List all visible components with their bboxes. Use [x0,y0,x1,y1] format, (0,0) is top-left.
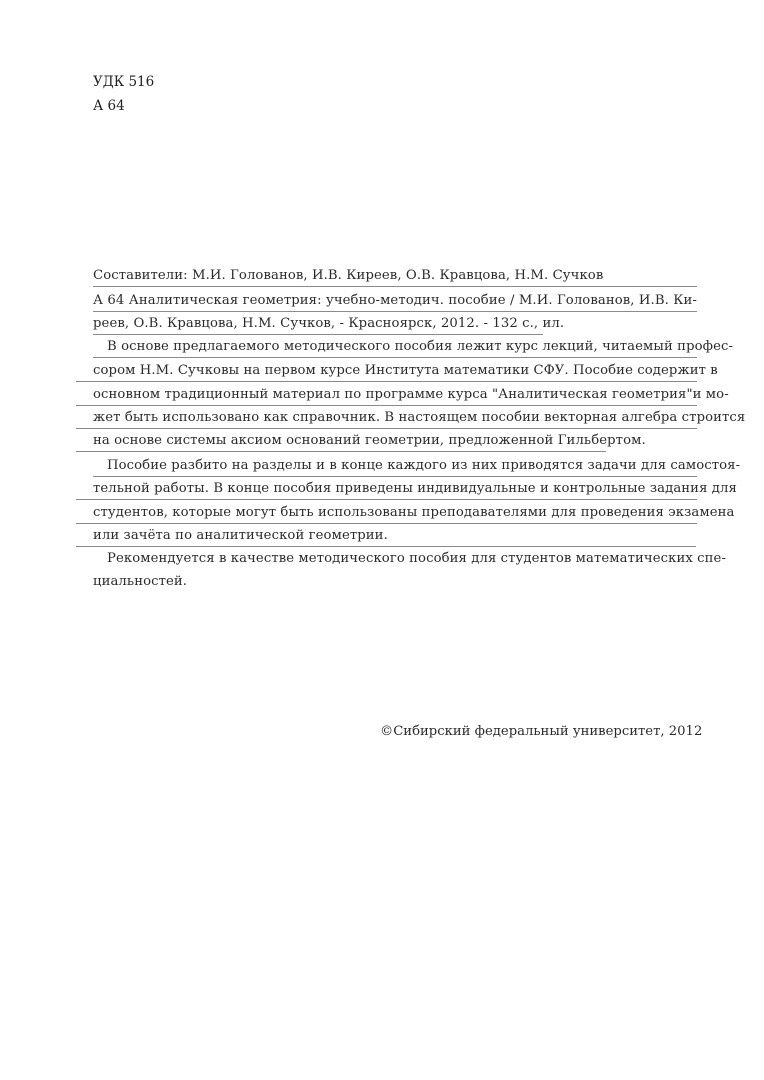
divider [93,476,697,477]
paragraph1-line-3: основном традиционный материал по программе курса "Аналитическая геометрия"и мо- [93,387,729,402]
divider [76,546,696,547]
divider [76,428,697,429]
divider [76,405,697,406]
divider [93,334,543,335]
paragraph1-line-1: В основе предлагаемого методического пособия лежит курс лекций, читаемый профес- [107,339,734,354]
divider [76,381,697,382]
divider [76,523,697,524]
udk-index: А 64 [93,98,125,114]
paragraph1-line-2: сором Н.М. Сучковы на первом курсе Института математики СФУ. Пособие содержит в [93,363,718,378]
copyright-line: ©Сибирский федеральный университет, 2012 [380,724,703,739]
divider [93,311,697,312]
paragraph1-line-5: на основе системы аксиом оснований геометрии, предложенной Гильбертом. [93,433,646,448]
paragraph1-line-4: жет быть использовано как справочник. В настоящем пособии векторная алгебра строится [93,410,746,425]
divider [93,357,697,358]
paragraph2-line-2: тельной работы. В конце пособия приведены индивидуальные и контрольные задания для [93,481,737,496]
compilers-line: Составители: М.И. Голованов, И.В. Киреев, О.В. Кравцова, Н.М. Сучков [93,268,604,283]
divider [93,286,697,287]
paragraph2-line-3: студентов, которые могут быть использованы преподавателями для проведения экзамена [93,505,735,520]
paragraph2-line-1: Пособие разбито на разделы и в конце каждого из них приводятся задачи для самостоя- [107,458,741,473]
citation-line-2: реев, О.В. Кравцова, Н.М. Сучков, - Красноярск, 2012. - 132 с., ил. [93,316,565,331]
divider [76,451,606,452]
paragraph3-line-1: Рекомендуется в качестве методического пособия для студентов математических спе- [107,551,727,566]
divider [76,499,697,500]
udk-block [93,70,154,118]
paragraph3-line-2: циальностей. [93,574,188,589]
udk-code: УДК 516 [93,74,155,90]
citation-line-1: А 64 Аналитическая геометрия: учебно-методич. пособие / М.И. Голованов, И.В. Ки- [93,293,697,308]
paragraph2-line-4: или зачёта по аналитической геометрии. [93,528,388,543]
